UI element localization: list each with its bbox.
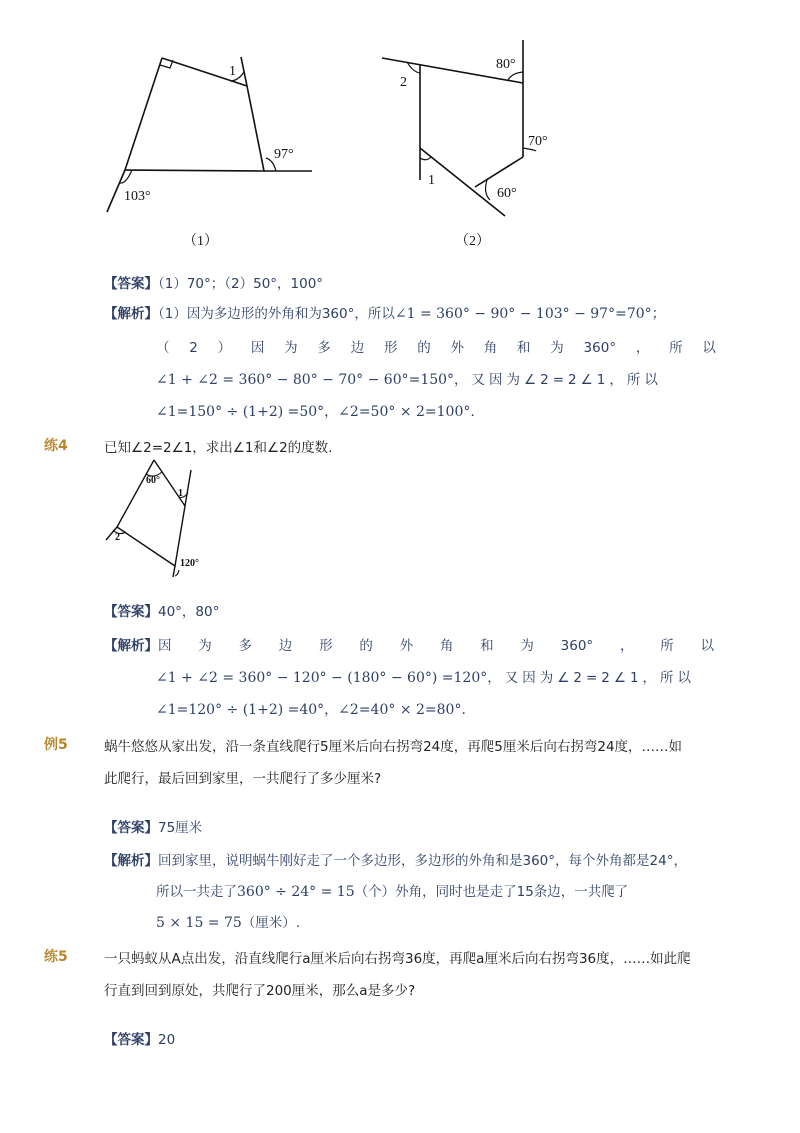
char: 以 — [702, 340, 716, 356]
li5-a3-suffix: （厘米）. — [241, 915, 301, 931]
char: 为 — [520, 638, 534, 654]
li5-label: 例5 — [44, 737, 68, 753]
block1-l3-math: ∠1 + ∠2 = 360° − 80° − 70° − 60°=150° — [156, 372, 455, 388]
char: 形 — [383, 340, 398, 356]
fig2-label-60: 60° — [497, 186, 517, 201]
lian4-answer — [104, 602, 219, 622]
figure-2 — [378, 38, 548, 218]
fig1-caption: （1） — [183, 234, 218, 249]
lian5-label: 练5 — [44, 949, 68, 965]
fig2-label-2: 2 — [400, 75, 407, 90]
fig1-label-1: 1 — [229, 64, 236, 79]
lian4-l2-text: ，又因为∠2=2∠1，所以 — [487, 670, 696, 686]
block1-l1-math: ∠1 = 360° − 90° − 103° − 97°=70°； — [394, 306, 666, 322]
li5-a3-math: 5 × 15 = 75 — [156, 915, 242, 931]
lian4-analysis-line3 — [156, 700, 466, 720]
figure-1 — [95, 48, 325, 218]
lian4-l2-math: ∠1 + ∠2 = 360° − 120° − (180° − 60°) =120° — [156, 670, 488, 686]
char: 360° — [583, 340, 617, 356]
char: ） — [217, 340, 232, 356]
char: 为 — [550, 340, 564, 356]
li5-a2-prefix: 所以一共走了 — [156, 884, 237, 900]
block1-l4-math: ∠1=150° ÷ (1+2) =50°，∠2=50° × 2=100°. — [156, 404, 475, 420]
lian4-l3-math: ∠1=120° ÷ (1+2) =40°，∠2=40° × 2=80°. — [156, 702, 466, 718]
char: 形 — [319, 638, 333, 654]
li5-a1: 回到家里，说明蜗牛刚好走了一个多边形，多边形的外角和是360°，每个外角都是24°， — [158, 853, 687, 869]
block1-answer-text: （1）70°；（2）50°，100° — [158, 276, 324, 292]
fig1-label-103: 103° — [124, 189, 151, 204]
fig3-label-2: 2 — [115, 532, 120, 543]
char: 角 — [483, 340, 498, 356]
li5-answer — [104, 818, 202, 838]
char: 多 — [238, 638, 253, 654]
char: 以 — [700, 638, 714, 654]
li5-a2-suffix: （个）外角，同时也是走了15条边，一共爬了 — [354, 884, 629, 900]
fig2-caption: （2） — [455, 234, 490, 249]
block1-analysis-line1 — [104, 304, 666, 324]
char: ， — [635, 340, 650, 356]
block1-l3-text: ，又因为∠2=2∠1，所以 — [454, 372, 662, 388]
fig2-label-1: 1 — [428, 173, 435, 188]
block1-l1-text: （1）因为多边形的外角和为360°，所以 — [158, 306, 395, 322]
answer-tag: 【答案】 — [104, 604, 158, 620]
fig3-label-60: 60° — [146, 475, 160, 486]
char: 角 — [439, 638, 454, 654]
analysis-tag: 【解析】 — [104, 306, 158, 322]
char: （ — [156, 340, 170, 356]
fig3-label-1: 1 — [178, 488, 183, 499]
char: 所 — [669, 340, 683, 356]
fig2-label-70: 70° — [528, 134, 548, 149]
figure-3 — [103, 456, 213, 576]
block1-analysis-line2 — [156, 338, 716, 358]
char: 为 — [198, 638, 212, 654]
li5-analysis-line2 — [156, 882, 628, 902]
char: 2 — [189, 340, 198, 356]
lian5-question-line1: 一只蚂蚁从A点出发，沿直线爬行a厘米后向右拐弯36度，再爬a厘米后向右拐弯36度，……如此爬 — [104, 951, 691, 967]
answer-tag: 【答案】 — [104, 820, 158, 836]
li5-analysis-line1 — [104, 851, 687, 871]
fig1-label-97: 97° — [274, 147, 294, 162]
li5-a2-math: 360° ÷ 24° = 15 — [237, 884, 355, 900]
lian4-analysis-line1 — [104, 636, 714, 656]
char: 的 — [417, 340, 431, 356]
li5-question-line1: 蜗牛悠悠从家出发，沿一条直线爬行5厘米后向右拐弯24度，再爬5厘米后向右拐弯24度，……如 — [104, 739, 683, 755]
fig2-label-80: 80° — [496, 57, 516, 72]
analysis-tag: 【解析】 — [104, 638, 158, 654]
char: 多 — [317, 340, 331, 356]
lian4-answer-text: 40°，80° — [158, 604, 220, 620]
char: 的 — [359, 638, 373, 654]
lian4-analysis-line2 — [156, 668, 695, 688]
char: ， — [619, 638, 634, 654]
lian5-answer-text: 20 — [158, 1032, 176, 1048]
li5-answer-text: 75厘米 — [158, 820, 203, 836]
li5-question-line2: 此爬行，最后回到家里，一共爬行了多少厘米? — [104, 771, 382, 787]
fig3-label-120: 120° — [180, 558, 199, 569]
lian4-label: 练4 — [44, 438, 68, 454]
char: 因 — [158, 638, 172, 654]
char: 因 — [250, 340, 265, 356]
block1-analysis-line4 — [156, 402, 475, 422]
block1-analysis-line3 — [156, 370, 662, 390]
char: 360° — [560, 638, 594, 654]
char: 外 — [399, 638, 414, 654]
char: 外 — [450, 340, 464, 356]
answer-tag: 【答案】 — [104, 276, 158, 292]
answer-tag: 【答案】 — [104, 1032, 158, 1048]
li5-analysis-line3 — [156, 913, 300, 933]
char: 为 — [284, 340, 298, 356]
char: 边 — [350, 340, 365, 356]
char: 边 — [278, 638, 293, 654]
lian5-question-line2: 行直到回到原处，共爬行了200厘米，那么a是多少? — [104, 983, 416, 999]
char: 和 — [480, 638, 494, 654]
analysis-tag: 【解析】 — [104, 853, 158, 869]
lian5-answer — [104, 1030, 175, 1050]
block1-answer — [104, 274, 323, 294]
char: 所 — [660, 638, 674, 654]
lian4-question: 已知∠2=2∠1，求出∠1和∠2的度数. — [104, 440, 333, 456]
char: 和 — [517, 340, 531, 356]
